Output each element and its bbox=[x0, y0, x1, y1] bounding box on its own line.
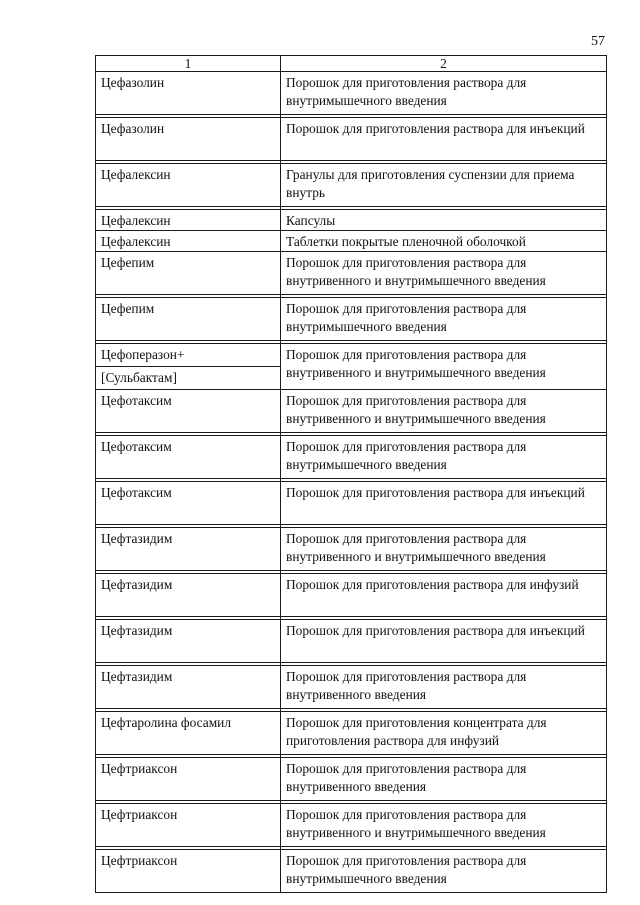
dosage-form-cell: Порошок для приготовления раствора для внутривенного и внутримышечного введения bbox=[281, 390, 607, 433]
dosage-form-cell: Порошок для приготовления раствора для внутривенного и внутримышечного введения bbox=[281, 344, 607, 390]
drug-name-cell: Цефазолин bbox=[96, 118, 281, 161]
dosage-form-cell: Порошок для приготовления раствора для внутримышечного введения bbox=[281, 72, 607, 115]
column-header-2: 2 bbox=[281, 56, 607, 72]
table-row bbox=[96, 436, 607, 479]
table-row bbox=[96, 390, 607, 433]
drug-name-cell: Цефтазидим bbox=[96, 528, 281, 571]
page-number: 57 bbox=[591, 34, 605, 49]
dosage-form-cell: Порошок для приготовления раствора для инъекций bbox=[281, 482, 607, 525]
dosage-form-cell: Порошок для приготовления раствора для внутривенного введения bbox=[281, 666, 607, 709]
table-header bbox=[96, 56, 607, 72]
table-row bbox=[96, 758, 607, 801]
dosage-form-cell: Порошок для приготовления раствора для инъекций bbox=[281, 118, 607, 161]
dosage-form-cell: Капсулы bbox=[281, 210, 607, 231]
table-row bbox=[96, 164, 607, 207]
table-row bbox=[96, 528, 607, 571]
dosage-form-cell: Порошок для приготовления концентрата для приготовления раствора для инфузий bbox=[281, 712, 607, 755]
column-header-1: 1 bbox=[96, 56, 281, 72]
drug-name-cell: Цефотаксим bbox=[96, 390, 281, 433]
dosage-form-cell: Гранулы для приготовления суспензии для приема внутрь bbox=[281, 164, 607, 207]
drug-forms-table bbox=[95, 55, 607, 893]
drug-name-cell: Цефтаролина фосамил bbox=[96, 712, 281, 755]
drug-name-cell: Цефотаксим bbox=[96, 436, 281, 479]
table-row bbox=[96, 72, 607, 115]
table-row bbox=[96, 850, 607, 893]
table-row bbox=[96, 344, 607, 390]
dosage-form-cell: Порошок для приготовления раствора для внутривенного и внутримышечного введения bbox=[281, 252, 607, 295]
table-header-row bbox=[96, 56, 607, 72]
table-row bbox=[96, 298, 607, 341]
drug-name-cell: Цефтазидим bbox=[96, 620, 281, 663]
dosage-form-cell: Порошок для приготовления раствора для внутримышечного введения bbox=[281, 298, 607, 341]
drug-name-cell: Цефтриаксон bbox=[96, 804, 281, 847]
drug-name-cell: Цефазолин bbox=[96, 72, 281, 115]
table-row bbox=[96, 666, 607, 709]
table-row bbox=[96, 804, 607, 847]
dosage-form-cell: Таблетки покрытые пленочной оболочкой bbox=[281, 231, 607, 252]
table-row bbox=[96, 210, 607, 231]
table-row bbox=[96, 574, 607, 617]
dosage-form-cell: Порошок для приготовления раствора для инфузий bbox=[281, 574, 607, 617]
dosage-form-cell: Порошок для приготовления раствора для внутривенного и внутримышечного введения bbox=[281, 804, 607, 847]
drug-name-cell: Цефалексин bbox=[96, 231, 281, 252]
dosage-form-cell: Порошок для приготовления раствора для инъекций bbox=[281, 620, 607, 663]
drug-name-cell: Цефалексин bbox=[96, 164, 281, 207]
drug-name-cell: Цефепим bbox=[96, 298, 281, 341]
drug-name-cell: Цефтриаксон bbox=[96, 758, 281, 801]
drug-name-cell: Цефотаксим bbox=[96, 482, 281, 525]
dosage-form-cell: Порошок для приготовления раствора для внутривенного и внутримышечного введения bbox=[281, 528, 607, 571]
dosage-form-cell: Порошок для приготовления раствора для внутривенного введения bbox=[281, 758, 607, 801]
table-row bbox=[96, 231, 607, 252]
drug-name-cell: Цефтазидим bbox=[96, 666, 281, 709]
table-row bbox=[96, 620, 607, 663]
table-row bbox=[96, 118, 607, 161]
table-row bbox=[96, 252, 607, 295]
drug-name-cell: Цефепим bbox=[96, 252, 281, 295]
drug-name-line-2: [Сульбактам] bbox=[101, 370, 177, 385]
table-row bbox=[96, 712, 607, 755]
table-row bbox=[96, 482, 607, 525]
drug-name-cell: Цефтриаксон bbox=[96, 850, 281, 893]
dosage-form-cell: Порошок для приготовления раствора для внутримышечного введения bbox=[281, 850, 607, 893]
drug-name-cell bbox=[96, 344, 281, 390]
dosage-form-cell: Порошок для приготовления раствора для внутримышечного введения bbox=[281, 436, 607, 479]
drug-name-cell: Цефалексин bbox=[96, 210, 281, 231]
drug-name-cell: Цефтазидим bbox=[96, 574, 281, 617]
drug-name-line-1: Цефоперазон+ bbox=[96, 344, 280, 367]
table-body bbox=[96, 72, 607, 893]
